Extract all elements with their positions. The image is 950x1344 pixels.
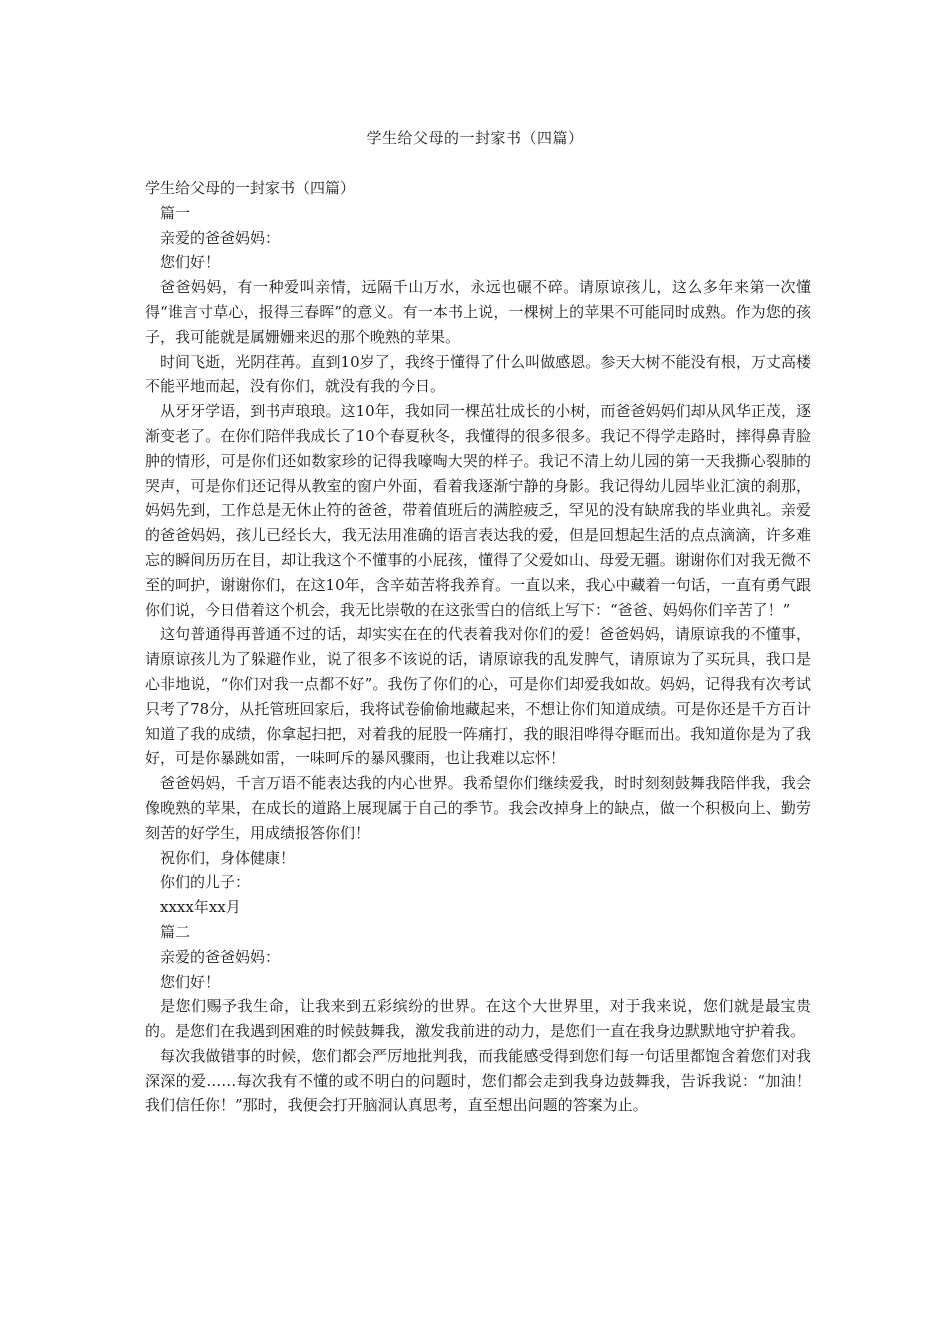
paragraph: 亲爱的爸爸妈妈： — [160, 947, 281, 966]
paragraph: 爸爸妈妈，有一种爱叫亲情，远隔千山万水，永远也碾不碎。请原谅孩儿，这么多年来第一次懂得“谁言寸草心，报得三春晖”的意义。有一本书上说，一棵树上的苹果不可能同时成熟。作为您的孩子，我可能就是属姗姗来迟的那个晚熟的苹果。 — [145, 278, 811, 346]
paragraph: 这句普通得再普通不过的话，却实实在在的代表着我对你们的爱！爸爸妈妈，请原谅我的不懂事，请原谅孩儿为了躲避作业，说了很多不该说的话，请原谅我的乱发脾气，请原谅为了买玩具，我口是心非地说，“你们对我一点都不好”。我伤了你们的心，可是你们却爱我如故。妈妈，记得我有次考试只考了78分，从托管班回家后，我将试卷偷偷地藏起来，不想让你们知道成绩。可是你还是千方百计知道了我的成绩，你拿起扫把，对着我的屁股一阵痛打，我的眼泪哗得夺眶而出。我知道你是为了我好，可是你暴跳如雷，一味呵斥的暴风骤雨，也让我难以忘怀！ — [145, 625, 811, 768]
paragraph: 是您们赐予我生命，让我来到五彩缤纷的世界。在这个大世界里，对于我来说，您们就是最宝贵的。是您们在我遇到困难的时候鼓舞我，激发我前进的动力，是您们一直在我身边默默地守护着我。 — [145, 997, 811, 1041]
paragraph: 篇二 — [160, 922, 191, 941]
paragraph: 您们好！ — [160, 253, 221, 272]
paragraph: 祝你们，身体健康！ — [160, 848, 296, 867]
document-title: 学生给父母的一封家书（四篇） — [366, 129, 584, 147]
paragraph: 亲爱的爸爸妈妈： — [160, 228, 281, 247]
document-body — [145, 176, 811, 1118]
paragraph: 篇一 — [160, 203, 191, 222]
paragraph: 从牙牙学语，到书声琅琅。这10年，我如同一棵茁壮成长的小树，而爸爸妈妈们却从风华正茂，逐渐变老了。在你们陪伴我成长了10个春夏秋冬，我懂得的很多很多。我记不得学走路时，摔得鼻青脸肿的情形，可是你们还如数家珍的记得我嚎啕大哭的样子。我记不清上幼儿园的第一天我撕心裂肺的哭声，可是你们还记得从教室的窗户外面，看着我逐渐宁静的身影。我记得幼儿园毕业汇演的刹那，妈妈先到，工作总是无休止符的爸爸，带着值班后的满腔疲乏，罕见的没有缺席我的毕业典礼。亲爱的爸爸妈妈，孩儿已经长大，我无法用准确的语言表达我的爱，但是回想起生活的点点滴滴，许多难忘的瞬间历历在目，却让我这个不懂事的小屁孩，懂得了父爱如山、母爱无疆。谢谢你们对我无微不至的呵护，谢谢你们，在这10年，含辛茹苦将我养育。一直以来，我心中藏着一句话，一直有勇气跟你们说，今日借着这个机会，我无比崇敬的在这张雪白的信纸上写下：“爸爸、妈妈你们辛苦了！” — [145, 402, 811, 619]
paragraph: 你们的儿子： — [160, 873, 251, 892]
paragraph: 每次我做错事的时候，您们都会严厉地批判我，而我能感受得到您们每一句话里都饱含着您们对我深深的爱……每次我有不懂的或不明白的问题时，您们都会走到我身边鼓舞我，告诉我说：“加油！我们信任你！”那时，我便会打开脑洞认真思考，直至想出问题的答案为止。 — [145, 1046, 811, 1115]
paragraph: xxxx年xx月 — [160, 898, 241, 917]
paragraph: 您们好！ — [160, 972, 221, 991]
paragraph: 时间飞逝，光阴荏苒。直到10岁了，我终于懂得了什么叫做感恩。参天大树不能没有根，万丈高楼不能平地而起，没有你们，就没有我的今日。 — [145, 352, 811, 396]
paragraph: 学生给父母的一封家书（四篇） — [145, 179, 356, 197]
paragraph: 爸爸妈妈，千言万语不能表达我的内心世界。我希望你们继续爱我，时时刻刻鼓舞我陪伴我，我会像晚熟的苹果，在成长的道路上展现属于自己的季节。我会改掉身上的缺点，做一个积极向上、勤劳刻苦的好学生，用成绩报答你们！ — [145, 774, 811, 842]
